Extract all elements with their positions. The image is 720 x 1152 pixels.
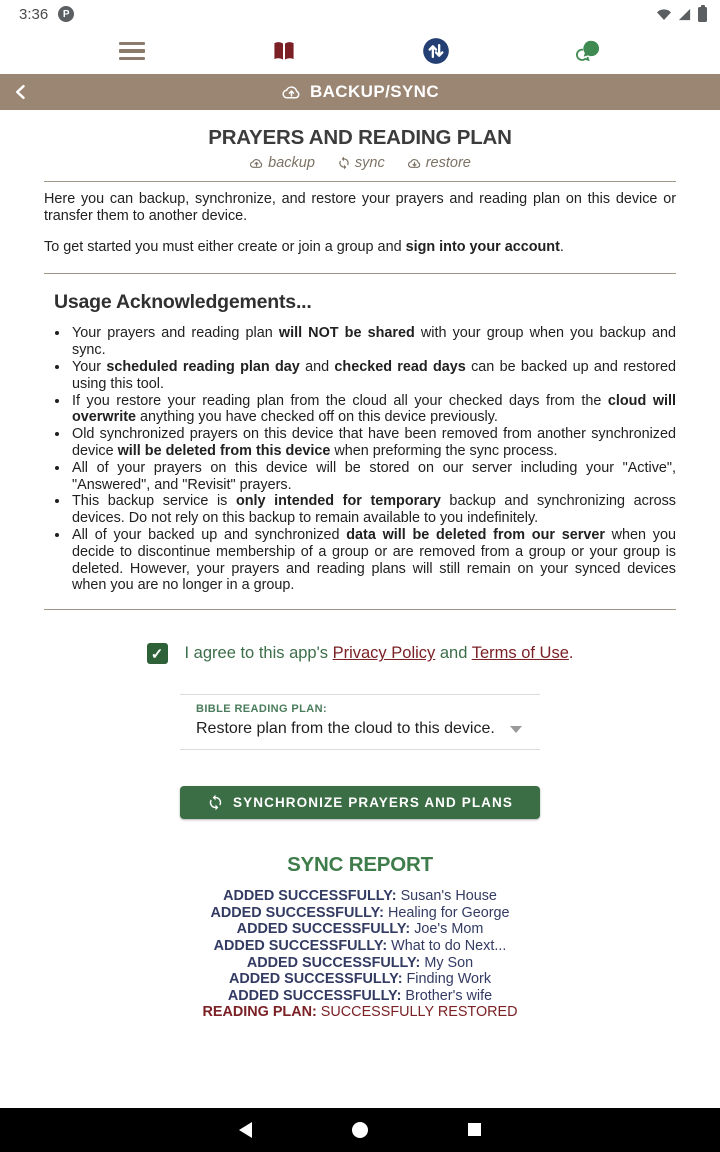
reading-plan-select[interactable] — [180, 694, 540, 750]
sync-report-title: SYNC REPORT — [287, 853, 433, 877]
app-bar-title-text: BACKUP/SYNC — [309, 82, 440, 101]
app-bar — [0, 74, 720, 110]
sync-arrows-circle-icon — [422, 37, 450, 65]
hamburger-icon — [119, 42, 145, 60]
agree-conjunction: and — [435, 644, 472, 663]
report-row — [44, 921, 676, 938]
ack-bullet: • All of your prayers on this device will be stored on our server including your "Active", "Answered", and "Revisit" prayers. — [70, 460, 676, 494]
terms-of-use-link[interactable]: Terms of Use — [471, 644, 569, 663]
cloud-download-icon — [407, 156, 422, 171]
sync-icon — [207, 794, 224, 811]
mode-backup-label: backup — [268, 155, 315, 171]
report-label: READING PLAN: — [202, 1004, 317, 1021]
sync-icon — [337, 156, 351, 170]
report-label: ADDED SUCCESSFULLY: — [223, 888, 397, 905]
app-bar-title — [281, 82, 439, 103]
get-started-paragraph: To get started you must either create or join a group and sign into your account. — [44, 238, 564, 255]
cloud-upload-icon — [281, 82, 302, 103]
main-content — [0, 110, 720, 1021]
status-bar — [0, 0, 720, 28]
divider — [44, 609, 676, 610]
report-value: Finding Work — [406, 971, 492, 988]
sync-nav-button[interactable] — [408, 31, 464, 71]
ack-bullet: • If you restore your reading plan from the cloud all your checked days from the cloud will overwrite anything you have checked off on this device previously. — [70, 393, 676, 427]
report-value: My Son — [424, 954, 474, 971]
mode-legend — [44, 155, 676, 171]
android-back-icon[interactable] — [239, 1122, 252, 1138]
report-value: Susan's House — [400, 888, 497, 905]
mode-sync — [337, 155, 385, 171]
android-recents-icon[interactable] — [468, 1123, 481, 1136]
cloud-upload-icon — [249, 156, 264, 171]
bible-button[interactable] — [256, 31, 312, 71]
report-value: SUCCESSFULLY RESTORED — [320, 1004, 518, 1021]
status-time: 3:36 — [19, 5, 49, 23]
synchronize-button[interactable] — [180, 786, 540, 819]
cell-signal-icon — [677, 7, 692, 22]
chevron-left-icon — [11, 82, 31, 102]
agree-label — [185, 644, 574, 663]
dropdown-arrow-icon — [510, 726, 522, 733]
privacy-policy-link[interactable]: Privacy Policy — [332, 644, 436, 663]
report-label: ADDED SUCCESSFULLY: — [246, 954, 421, 971]
acknowledgements-heading: Usage Acknowledgements... — [54, 291, 312, 314]
report-row — [44, 971, 676, 988]
agree-prefix: I agree to this app's — [184, 644, 333, 663]
synchronize-button-label: SYNCHRONIZE PRAYERS AND PLANS — [233, 795, 513, 811]
report-label: ADDED SUCCESSFULLY: — [228, 971, 403, 988]
page-title: PRAYERS AND READING PLAN — [208, 126, 512, 149]
ack-bullet: • This backup service is only intended for temporary backup and synchronizing across devices. Do not rely on this backup to remain available to you indefinitely. — [70, 493, 676, 527]
mode-restore — [407, 155, 471, 171]
app-icon-nav — [0, 28, 720, 74]
report-value: Brother's wife — [405, 987, 493, 1004]
agree-row — [44, 643, 676, 664]
intro-paragraph: Here you can backup, synchronize, and restore your prayers and reading plan on this device or transfer them to another device. — [44, 191, 676, 224]
divider — [44, 273, 676, 274]
divider — [44, 181, 676, 182]
report-row — [44, 888, 676, 905]
report-label: ADDED SUCCESSFULLY: — [210, 904, 384, 921]
ack-bullet: • All of your backed up and synchronized data will be deleted from our server when you decide to discontinue membership of a group or are removed from a group or your group is deleted. However, your prayers and reading plans will still remain on your synced devices when you are no longer in a group. — [70, 527, 676, 594]
select-value: Restore plan from the cloud to this device. — [196, 720, 495, 738]
mode-restore-label: restore — [425, 155, 471, 171]
back-button[interactable] — [2, 74, 40, 110]
wifi-icon — [656, 7, 672, 21]
chat-bubbles-icon — [574, 38, 602, 65]
report-label: ADDED SUCCESSFULLY: — [227, 987, 402, 1004]
ack-bullet: • Your prayers and reading plan will NOT be shared with your group when you backup and sync. — [70, 325, 676, 359]
report-row — [44, 955, 676, 972]
android-nav-bar — [0, 1108, 720, 1152]
agree-checkbox[interactable]: ✓ — [147, 643, 168, 664]
ack-bullet: • Your scheduled reading plan day and checked read days can be backed up and restored using this tool. — [70, 359, 676, 393]
notification-badge-icon: P — [58, 6, 74, 22]
agree-suffix: . — [568, 644, 574, 663]
report-value: What to do Next... — [391, 937, 507, 954]
mode-backup — [249, 155, 315, 171]
report-value: Joe's Mom — [414, 921, 484, 938]
ack-bullet: • Old synchronized prayers on this device that have been removed from another synchronized device will be deleted from this device when preforming the sync process. — [70, 426, 676, 460]
acknowledgements-list — [44, 325, 676, 594]
android-home-icon[interactable] — [352, 1122, 368, 1138]
mode-sync-label: sync — [354, 155, 385, 171]
menu-button[interactable] — [104, 31, 160, 71]
select-label: BIBLE READING PLAN: — [196, 703, 328, 716]
report-row-reading-plan — [44, 1004, 676, 1021]
chat-button[interactable] — [560, 31, 616, 71]
report-row — [44, 938, 676, 955]
sync-report-list — [44, 888, 676, 1021]
report-label: ADDED SUCCESSFULLY: — [213, 937, 388, 954]
report-value: Healing for George — [387, 904, 510, 921]
open-book-icon — [269, 38, 299, 65]
report-label: ADDED SUCCESSFULLY: — [236, 921, 411, 938]
battery-icon — [698, 7, 707, 22]
report-row — [44, 988, 676, 1005]
report-row — [44, 905, 676, 922]
